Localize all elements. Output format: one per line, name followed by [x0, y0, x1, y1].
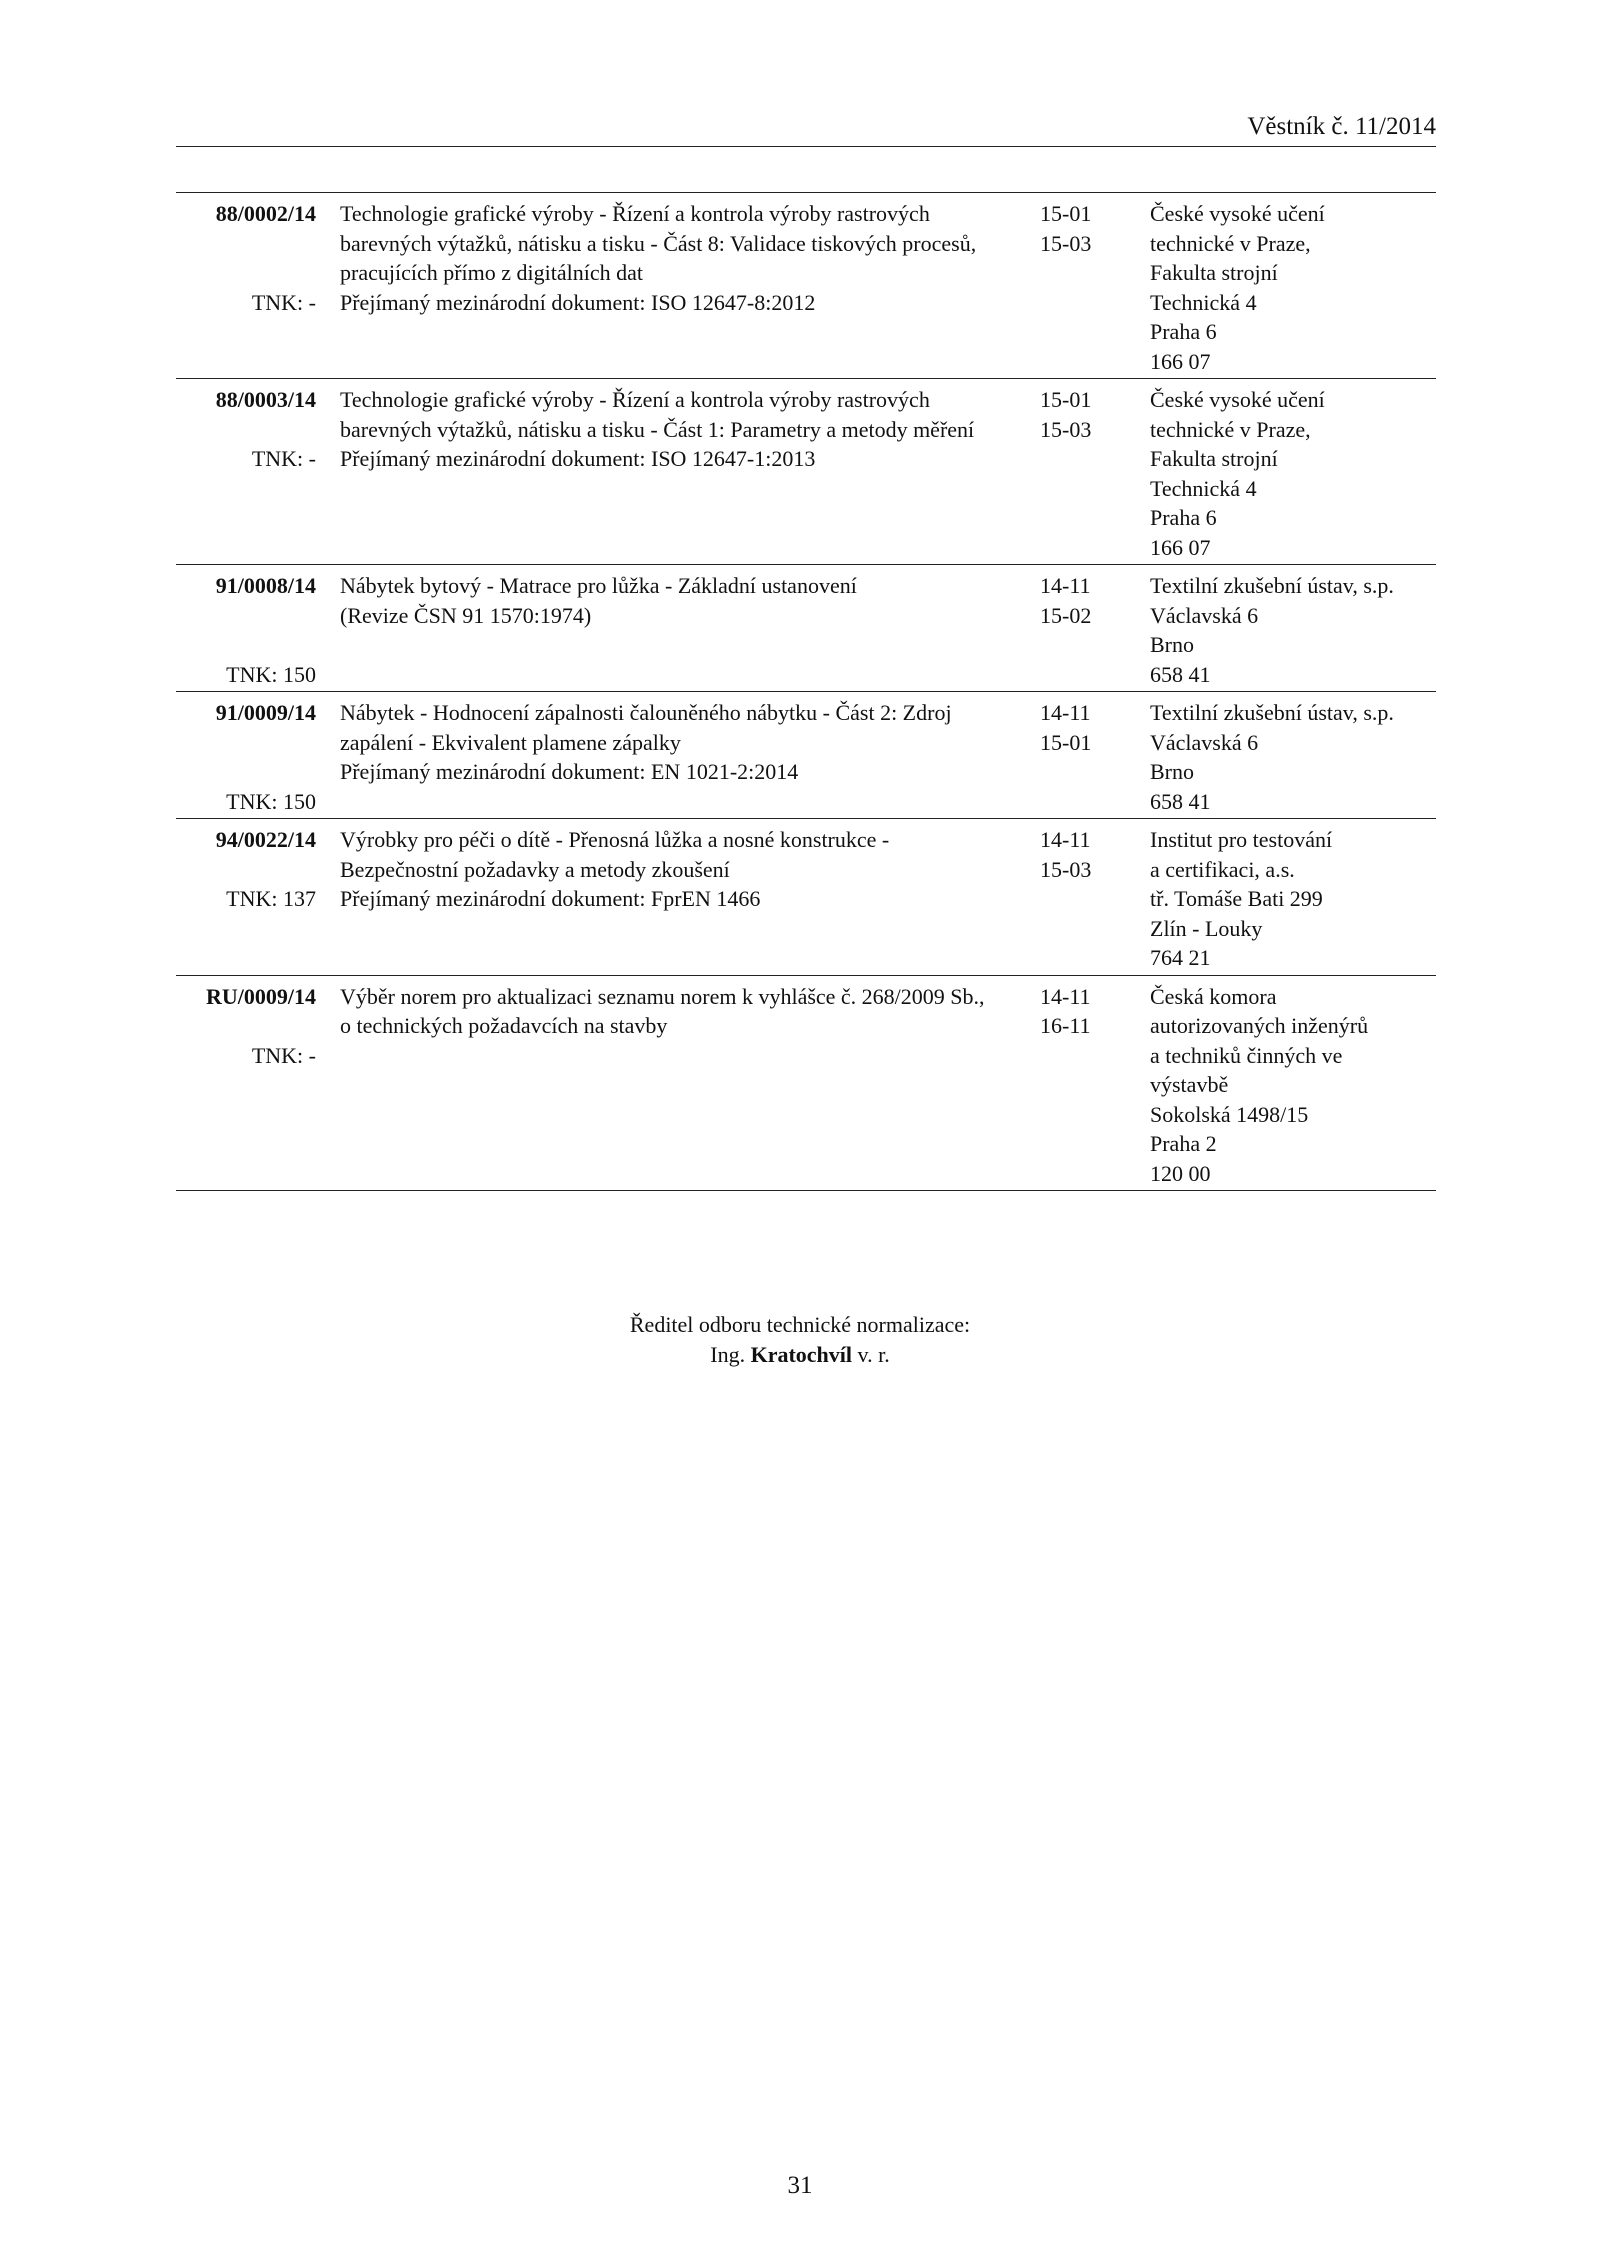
record-codes-cell [1030, 819, 1140, 976]
code-value: 15-03 [1040, 856, 1092, 882]
record-number: RU/0009/14 [206, 983, 316, 1009]
table-row [176, 565, 1436, 692]
record-number: 88/0002/14 [215, 201, 316, 226]
record-codes-cell [1030, 565, 1140, 692]
title-line: zapálení - Ekvivalent plamene zápalky [340, 729, 681, 755]
tnk-label: TNK: 137 [226, 886, 316, 911]
tnk-label: TNK: 150 [226, 788, 316, 814]
title-line: Nábytek - Hodnocení zápalnosti čalouněného nábytku - Část 2: Zdroj [340, 700, 952, 725]
title-line: (Revize ČSN 91 1570:1974) [340, 602, 592, 628]
organization-line: České vysoké učení [1150, 387, 1325, 412]
organization-line: Brno [1150, 632, 1194, 657]
table-row [176, 975, 1436, 1191]
organization-line: 764 21 [1150, 945, 1211, 970]
organization-line: Sokolská 1498/15 [1150, 1101, 1309, 1127]
record-codes-cell [1030, 975, 1140, 1191]
page-header [176, 112, 1436, 147]
code-value: 15-03 [1040, 416, 1092, 442]
code-value: 15-02 [1040, 602, 1092, 628]
title-line: Přejímaný mezinárodní dokument: ISO 12647-8:2012 [340, 289, 816, 315]
record-codes-cell [1030, 692, 1140, 819]
organization-line: tř. Tomáše Bati 299 [1150, 886, 1323, 911]
code-value: 16-11 [1040, 1013, 1091, 1038]
code-value: 14-11 [1040, 983, 1091, 1009]
organization-line: Praha 6 [1150, 319, 1217, 344]
title-line: barevných výtažků, nátisku a tisku - Část 1: Parametry a metody měření [340, 416, 975, 442]
organization-line: 658 41 [1150, 788, 1211, 814]
organization-line: Institut pro testování [1150, 827, 1333, 852]
code-value: 15-03 [1040, 230, 1092, 256]
record-number: 94/0022/14 [215, 827, 316, 852]
organization-line: České vysoké učení [1150, 201, 1325, 226]
signature-title: Ředitel odboru technické normalizace: [629, 1312, 971, 1337]
record-title-cell [332, 565, 1030, 692]
record-codes-cell [1030, 379, 1140, 565]
organization-line: Technická 4 [1150, 289, 1257, 315]
record-codes-cell [1030, 193, 1140, 379]
table-row [176, 819, 1436, 976]
record-organization-cell [1140, 975, 1436, 1191]
organization-line: Česká komora [1150, 983, 1277, 1009]
spacer [176, 728, 316, 787]
record-title-cell [332, 193, 1030, 379]
bulletin-title: Věstník č. 11/2014 [1247, 113, 1436, 140]
spacer [176, 855, 316, 885]
record-id-cell [176, 975, 332, 1191]
code-value: 14-11 [1040, 573, 1091, 598]
code-value: 14-11 [1040, 827, 1091, 852]
signature-suffix: v. r. [857, 1342, 890, 1367]
record-id-cell [176, 565, 332, 692]
tnk-label: TNK: - [251, 289, 316, 315]
signature-name: Kratochvíl [750, 1342, 853, 1367]
record-number: 91/0009/14 [215, 700, 316, 725]
tnk-label: TNK: - [251, 446, 316, 471]
signature-name-line [0, 1340, 1600, 1370]
organization-line: Fakulta strojní [1150, 446, 1278, 471]
organization-line: Fakulta strojní [1150, 260, 1278, 285]
title-line: o technických požadavcích na stavby [340, 1013, 668, 1038]
tnk-label: TNK: - [251, 1042, 316, 1068]
organization-line: Praha 6 [1150, 505, 1217, 530]
table-row [176, 193, 1436, 379]
code-value: 15-01 [1040, 201, 1092, 226]
title-line: Výrobky pro péči o dítě - Přenosná lůžka a nosné konstrukce - [340, 827, 890, 852]
organization-line: a techniků činných ve [1150, 1042, 1343, 1068]
spacer [176, 229, 316, 288]
organization-line: Textilní zkušební ústav, s.p. [1150, 700, 1394, 725]
organization-line: autorizovaných inženýrů [1150, 1013, 1369, 1038]
title-line: barevných výtažků, nátisku a tisku - Část 8: Validace tiskových procesů, [340, 230, 977, 256]
title-line: pracujících přímo z digitálních dat [340, 260, 644, 285]
page-number: 31 [787, 2172, 813, 2199]
record-number: 91/0008/14 [215, 573, 316, 598]
title-line: Přejímaný mezinárodní dokument: EN 1021-2:2014 [340, 759, 799, 784]
table-row [176, 692, 1436, 819]
organization-line: 166 07 [1150, 348, 1211, 374]
spacer [176, 1011, 316, 1041]
organization-line: Václavská 6 [1150, 729, 1259, 755]
record-number: 88/0003/14 [215, 387, 316, 412]
tnk-label: TNK: 150 [226, 661, 316, 687]
organization-line: Technická 4 [1150, 475, 1257, 501]
organization-line: 120 00 [1150, 1160, 1211, 1186]
standards-table [176, 192, 1436, 1191]
organization-line: Zlín - Louky [1150, 915, 1263, 941]
organization-line: Praha 2 [1150, 1131, 1217, 1156]
organization-line: 166 07 [1150, 534, 1211, 560]
record-organization-cell [1140, 379, 1436, 565]
organization-line: a certifikaci, a.s. [1150, 856, 1295, 882]
record-organization-cell [1140, 565, 1436, 692]
table-row [176, 379, 1436, 565]
title-line: Technologie grafické výroby - Řízení a kontrola výroby rastrových [340, 201, 930, 226]
record-title-cell [332, 819, 1030, 976]
record-organization-cell [1140, 193, 1436, 379]
standards-table-body [176, 193, 1436, 1191]
code-value: 15-01 [1040, 387, 1092, 412]
record-organization-cell [1140, 692, 1436, 819]
title-line: Nábytek bytový - Matrace pro lůžka - Základní ustanovení [340, 573, 857, 598]
record-organization-cell [1140, 819, 1436, 976]
organization-line: Brno [1150, 759, 1194, 784]
organization-line: technické v Praze, [1150, 230, 1311, 256]
record-title-cell [332, 692, 1030, 819]
title-line: Technologie grafické výroby - Řízení a kontrola výroby rastrových [340, 387, 930, 412]
record-id-cell [176, 819, 332, 976]
organization-line: výstavbě [1150, 1072, 1229, 1097]
organization-line: Václavská 6 [1150, 602, 1259, 628]
spacer [176, 415, 316, 445]
title-line: Výběr norem pro aktualizaci seznamu norem k vyhlášce č. 268/2009 Sb., [340, 983, 985, 1009]
title-line: Bezpečnostní požadavky a metody zkoušení [340, 856, 730, 882]
signature-block [0, 1310, 1600, 1370]
signature-prefix: Ing. [710, 1342, 746, 1367]
code-value: 15-01 [1040, 729, 1092, 755]
record-id-cell [176, 692, 332, 819]
organization-line: Textilní zkušební ústav, s.p. [1150, 573, 1394, 598]
title-line: Přejímaný mezinárodní dokument: FprEN 1466 [340, 886, 761, 911]
record-title-cell [332, 379, 1030, 565]
title-line: Přejímaný mezinárodní dokument: ISO 12647-1:2013 [340, 446, 816, 471]
organization-line: technické v Praze, [1150, 416, 1311, 442]
record-id-cell [176, 379, 332, 565]
code-value: 14-11 [1040, 700, 1091, 725]
spacer [176, 601, 316, 660]
organization-line: 658 41 [1150, 661, 1211, 687]
record-title-cell [332, 975, 1030, 1191]
record-id-cell [176, 193, 332, 379]
